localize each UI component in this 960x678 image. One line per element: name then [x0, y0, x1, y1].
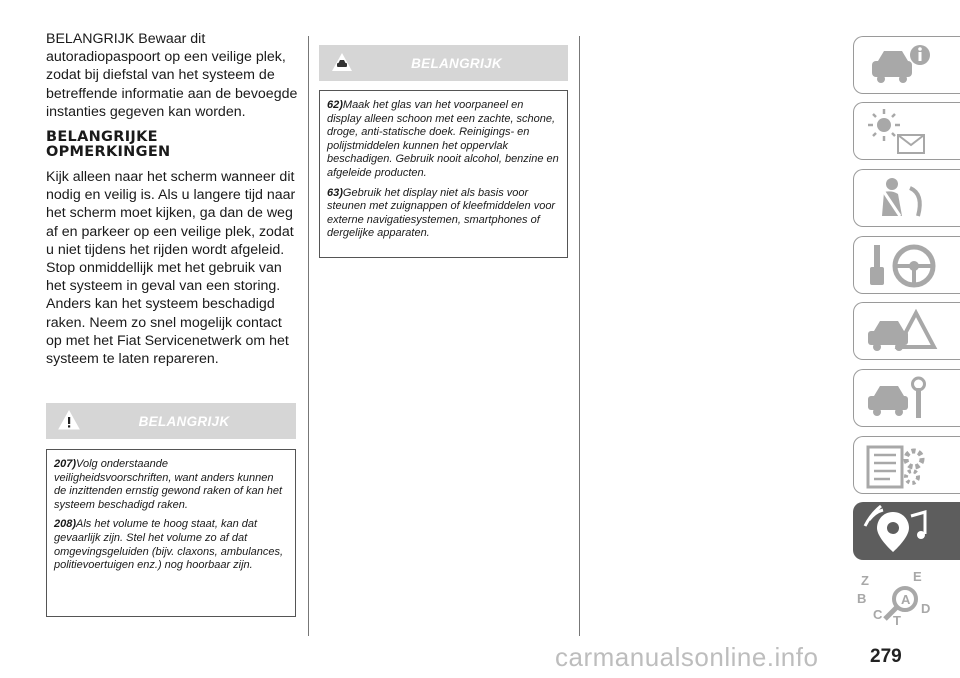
warning-title-2: BELANGRIJK	[411, 55, 502, 71]
warning-title-1: BELANGRIJK	[138, 413, 230, 429]
warning-item	[327, 99, 560, 181]
heading-line-1: BELANGRIJKE	[46, 129, 158, 146]
chapter-tab-starting[interactable]	[853, 236, 960, 294]
specs-gears-icon	[854, 437, 960, 495]
warning-item	[54, 458, 288, 512]
heading-line-2: OPMERKINGEN	[46, 144, 171, 161]
chapter-tab-maintenance[interactable]	[853, 369, 960, 427]
item-text: Maak het glas van het voorpaneel en display alleen schoon met een zachte, schone, droge, anti-statische doek. Reinigings- en polijstmiddelen kunnen het oppervlak beschadigen. Gebruik nooit alcohol, benzine en afgeleide producten.	[327, 99, 559, 179]
chapter-tab-car-info[interactable]	[853, 36, 960, 94]
warning-box-1	[46, 449, 296, 617]
column-left	[46, 30, 298, 368]
paragraph-malfunction: Stop onmiddellijk met het gebruik van het systeem in geval van een storing. Anders kan het systeem beschadigd raken. Neem zo snel mogelijk contact op met het Fiat Servicenetwerk om het systeem te laten repareren.	[46, 260, 289, 368]
lights-warning-icon	[854, 103, 960, 161]
item-number: 63)	[327, 186, 343, 199]
chapter-tab-index[interactable]	[853, 569, 960, 627]
paragraph-screen-safety: Kijk alleen naar het scherm wanneer dit nodig en veilig is. Als u langere tijd naar het scherm moet kijken, ga dan de weg af en parkeer op een veilige plek, zodat u niet tijdens het rijden wordt afgeleid.	[46, 169, 296, 258]
index-letter: T	[893, 613, 901, 627]
chapter-tab-safety[interactable]	[853, 169, 960, 227]
chapter-tab-emergency[interactable]	[853, 302, 960, 360]
warning-car-icon	[331, 51, 353, 73]
item-text: Gebruik het display niet als basis voor steunen met zuignappen of kleefmiddelen voor externe navigatiesystemen, smartphones of dergelijke apparaten.	[327, 186, 556, 240]
index-letter: E	[913, 569, 922, 584]
chapter-tab-multimedia[interactable]	[853, 502, 960, 560]
warning-triangle-icon	[58, 409, 80, 431]
index-letter: B	[857, 591, 867, 606]
paragraph-radio-passport: BELANGRIJK Bewaar dit autoradiopaspoort op een veilige plek, zodat bij diefstal van het systeem de betreffende informatie aan de bevoegde instanties gegeven kan worden.	[46, 31, 298, 120]
car-service-icon	[854, 370, 960, 428]
index-letter: A	[901, 592, 911, 607]
index-letter: Z	[861, 573, 869, 588]
warning-header-1	[46, 403, 296, 439]
chapter-tab-specifications[interactable]	[853, 436, 960, 494]
page-number: 279	[870, 646, 902, 667]
multimedia-icon	[853, 502, 960, 560]
index-search-icon	[853, 569, 960, 627]
key-steering-wheel-icon	[854, 237, 960, 295]
item-number: 208)	[54, 518, 77, 531]
chapter-tab-lights[interactable]	[853, 102, 960, 160]
car-info-icon	[854, 37, 960, 95]
warning-header-2	[319, 45, 568, 81]
item-number: 62)	[327, 99, 343, 111]
column-divider-1	[308, 36, 309, 636]
item-text: Als het volume te hoog staat, kan dat gevaarlijk zijn. Stel het volume zo af dat omgevingsgeluiden (bijv. claxons, ambulances, politievoertuigen enz.) nog hoorbaar zijn.	[54, 518, 284, 572]
section-heading	[46, 130, 298, 160]
index-letter: D	[921, 601, 931, 616]
watermark: carmanualsonline.info	[555, 642, 819, 672]
warning-box-2	[319, 90, 568, 258]
warning-item	[327, 187, 560, 241]
warning-item	[54, 518, 288, 572]
breakdown-warning-icon	[854, 303, 960, 361]
index-letter: C	[873, 607, 883, 622]
seatbelt-airbag-icon	[854, 170, 960, 228]
item-text: Volg onderstaande veiligheidsvoorschriften, want anders kunnen de inzittenden ernstig gewond raken of kan het systeem beschadigd raken.	[54, 458, 283, 511]
item-number: 207)	[54, 458, 77, 470]
column-divider-2	[579, 36, 580, 636]
